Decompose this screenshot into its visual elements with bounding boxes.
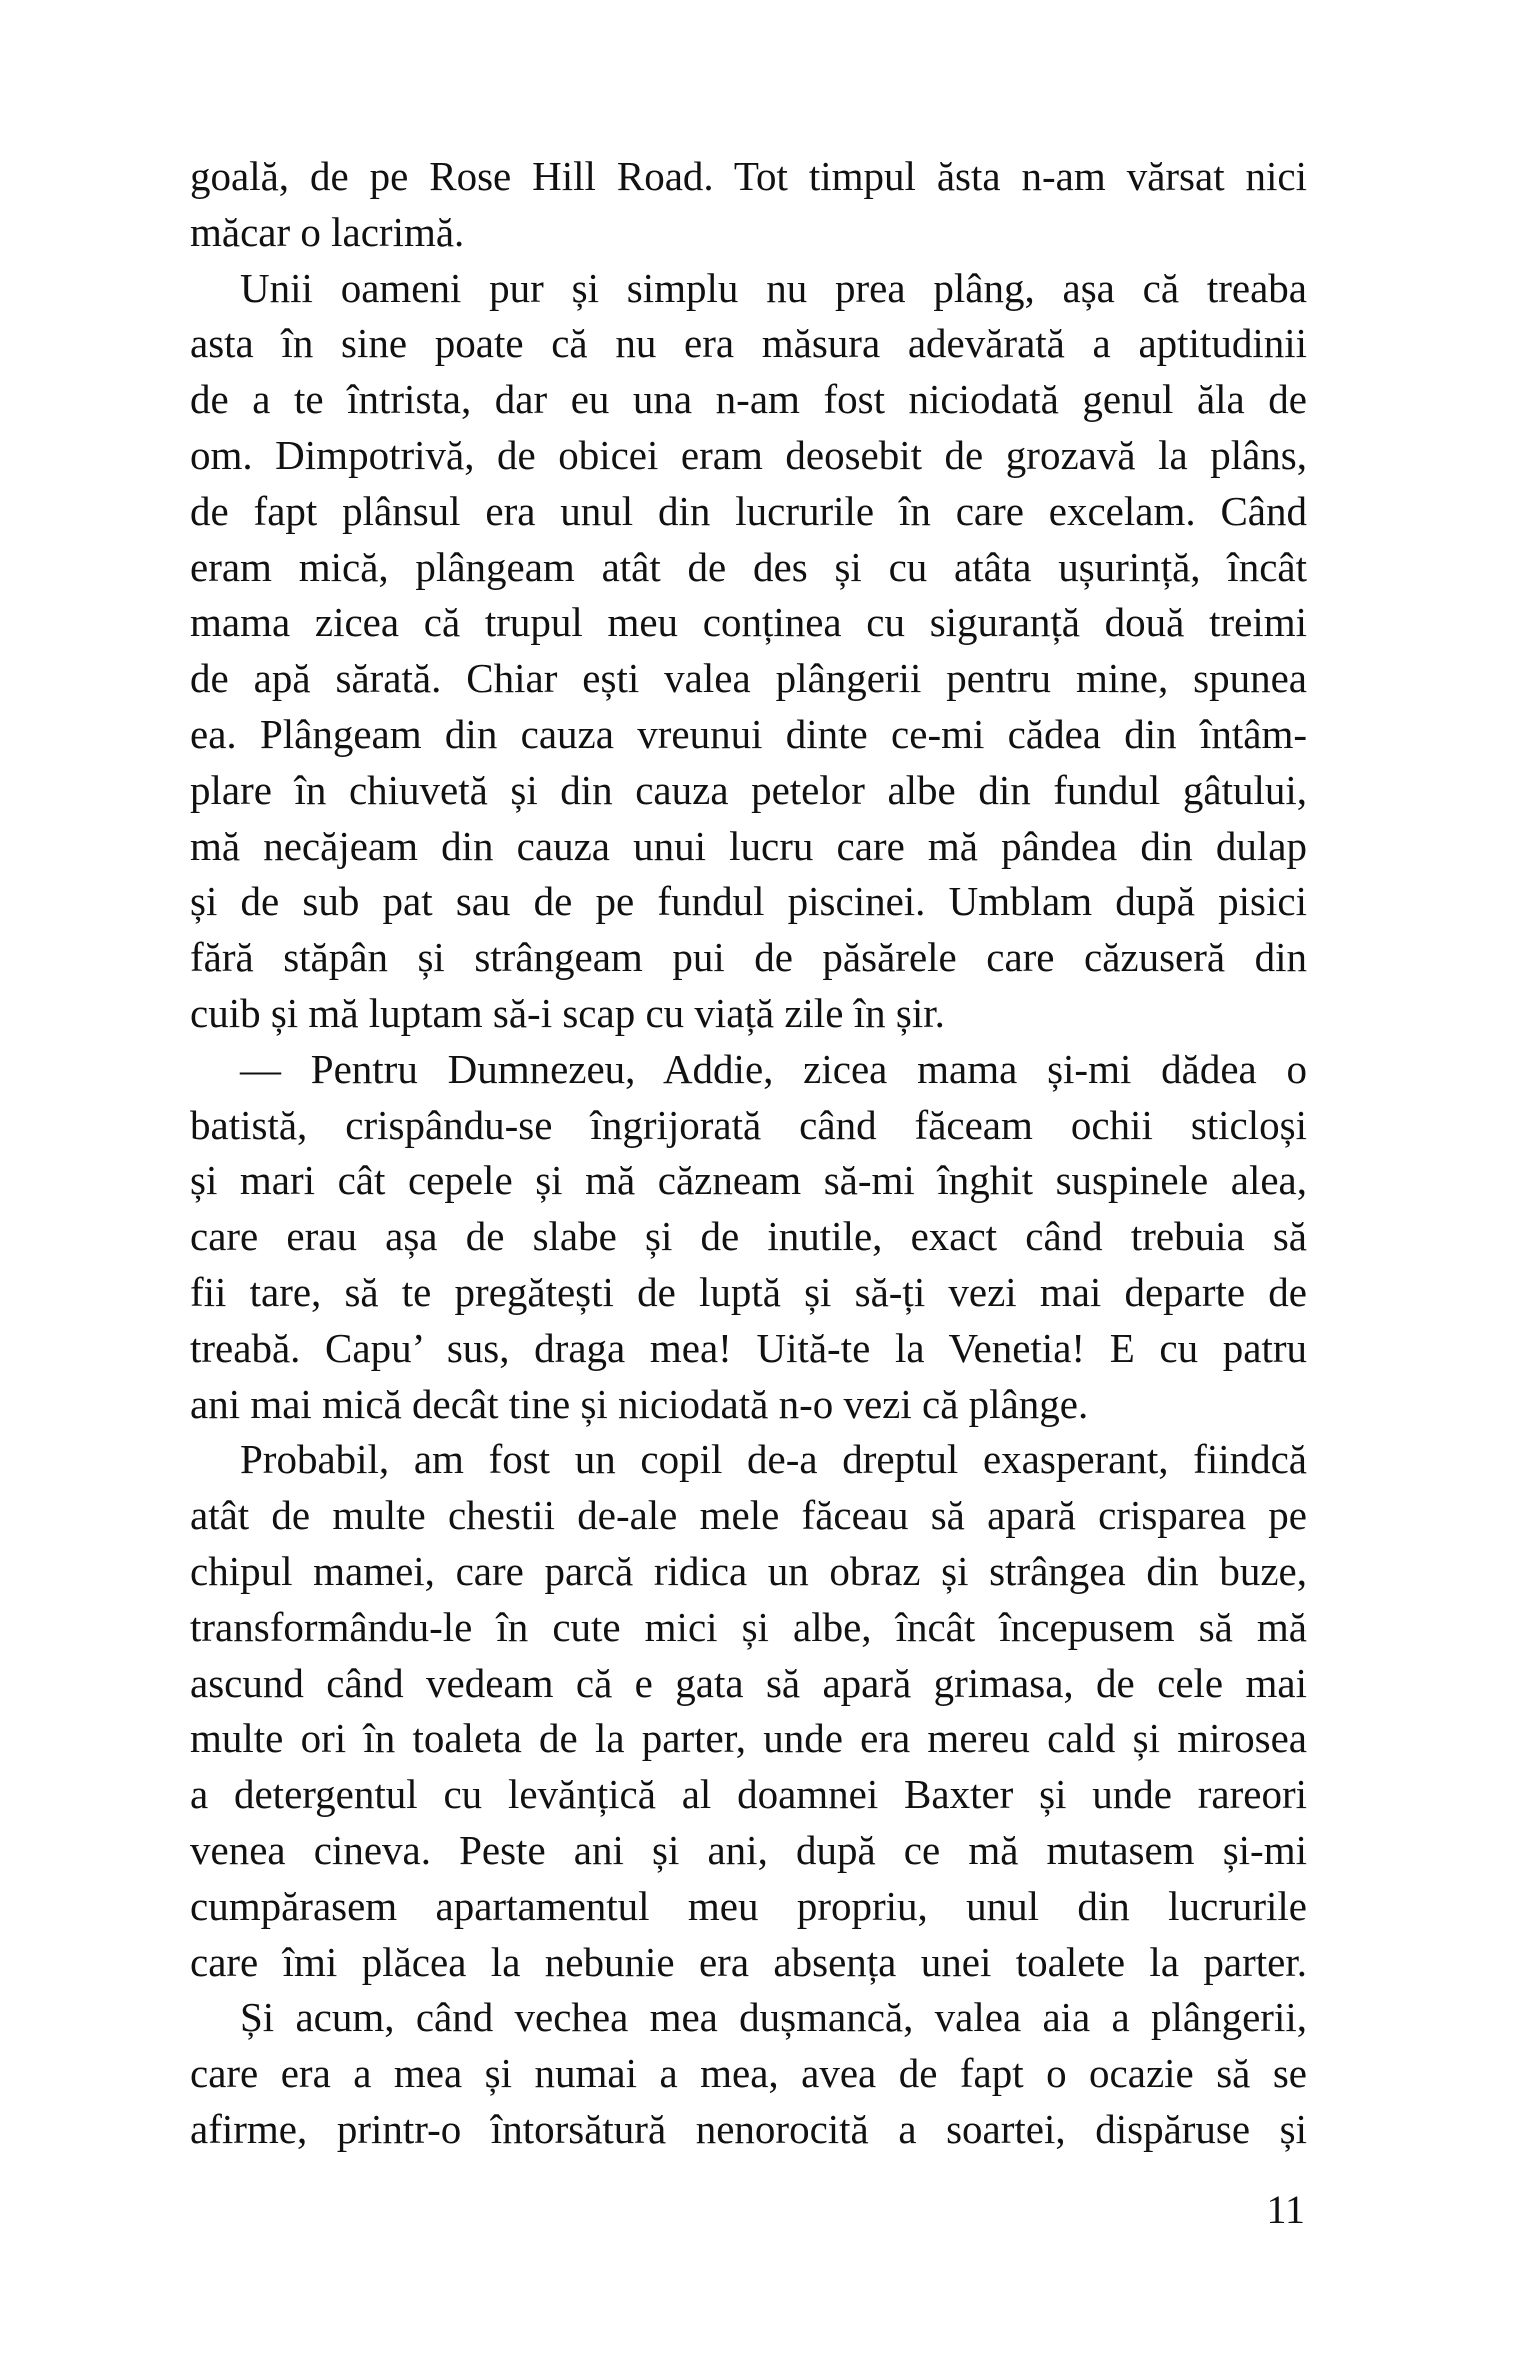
text-line: Probabil, am fost un copil de-a dreptul exasperant, fiindcă	[240, 1436, 1307, 1483]
text-line: fii tare, să te pregătești de luptă și să-ți vezi mai departe de	[190, 1268, 1307, 1315]
text-line: ea. Plângeam din cauza vreunui dinte ce-mi cădea din întâm-	[190, 710, 1307, 757]
text-line: de fapt plânsul era unul din lucrurile în care excelam. Când	[190, 487, 1307, 534]
text-line: și de sub pat sau de pe fundul piscinei. Umblam după pisici	[190, 878, 1307, 925]
text-line: goală, de pe Rose Hill Road. Tot timpul ăsta n-am vărsat nici	[190, 153, 1307, 199]
page-number: 11	[1266, 2187, 1305, 2232]
text-line: cumpărasem apartamentul meu propriu, unul din lucrurile	[190, 1882, 1307, 1929]
text-line: om. Dimpotrivă, de obicei eram deosebit de grozavă la plâns,	[190, 431, 1307, 478]
text-line: mă necăjeam din cauza unui lucru care mă pândea din dulap	[190, 822, 1307, 869]
text-line: afirme, printr-o întorsătură nenorocită a soartei, dispăruse și	[190, 2105, 1307, 2152]
text-line: treabă. Capu’ sus, draga mea! Uită-te la Venetia! E cu patru	[190, 1324, 1307, 1371]
text-line: cuib și mă luptam să-i scap cu viață zile în șir.	[190, 989, 945, 1036]
text-line: care era a mea și numai a mea, avea de fapt o ocazie să se	[190, 2050, 1307, 2097]
text-line: plare în chiuvetă și din cauza petelor albe din fundul gâtului,	[190, 766, 1307, 813]
text-line: de a te întrista, dar eu una n-am fost niciodată genul ăla de	[190, 376, 1307, 423]
text-line: — Pentru Dumnezeu, Addie, zicea mama și-mi dădea o	[240, 1045, 1307, 1092]
text-line: eram mică, plângeam atât de des și cu atâta ușurință, încât	[190, 543, 1307, 590]
text-line: Unii oameni pur și simplu nu prea plâng, așa că treaba	[240, 264, 1307, 311]
text-line: multe ori în toaleta de la parter, unde era mereu cald și mirosea	[190, 1715, 1307, 1762]
text-line: ani mai mică decât tine și niciodată n-o vezi că plânge.	[190, 1380, 1089, 1427]
text-line: asta în sine poate că nu era măsura adevărată a aptitudinii	[190, 320, 1307, 367]
text-line: venea cineva. Peste ani și ani, după ce mă mutasem și-mi	[190, 1826, 1307, 1873]
text-line: transformându-le în cute mici și albe, încât începusem să mă	[190, 1603, 1307, 1650]
text-line: batistă, crispându-se îngrijorată când făceam ochii sticloși	[190, 1101, 1307, 1148]
book-page-text	[190, 149, 1307, 2158]
text-line: care erau așa de slabe și de inutile, exact când trebuia să	[190, 1213, 1307, 1260]
text-line: care îmi plăcea la nebunie era absența unei toalete la parter.	[190, 1938, 1307, 1985]
text-line: fără stăpân și strângeam pui de păsărele care căzuseră din	[190, 934, 1307, 981]
text-line: Și acum, când vechea mea dușmancă, valea aia a plângerii,	[240, 1994, 1307, 2041]
text-line: ascund când vedeam că e gata să apară grimasa, de cele mai	[190, 1659, 1307, 1706]
text-line: atât de multe chestii de-ale mele făceau să apară crisparea pe	[190, 1492, 1307, 1539]
text-line: de apă sărată. Chiar ești valea plângerii pentru mine, spunea	[190, 655, 1307, 702]
text-line: a detergentul cu levănțică al doamnei Baxter și unde rareori	[190, 1771, 1307, 1818]
text-line: mama zicea că trupul meu conținea cu siguranță două treimi	[190, 599, 1307, 646]
text-line: măcar o lacrimă.	[190, 208, 465, 255]
text-line: chipul mamei, care parcă ridica un obraz și strângea din buze,	[190, 1547, 1307, 1594]
text-line: și mari cât cepele și mă căzneam să-mi înghit suspinele alea,	[190, 1157, 1307, 1204]
